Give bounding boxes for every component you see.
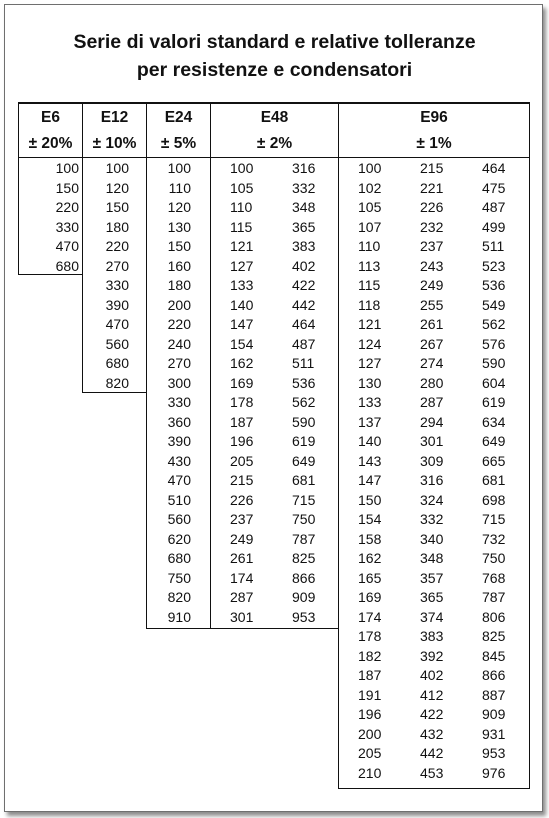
value-cell: 806 <box>482 608 506 625</box>
value-cell: 150 <box>55 179 79 196</box>
value-cell: 820 <box>105 374 129 391</box>
value-cell: 274 <box>420 355 444 371</box>
value-cell: 442 <box>292 296 316 313</box>
value-cell: 634 <box>482 413 506 430</box>
value-cell: 280 <box>420 374 444 391</box>
value-cell: 909 <box>482 706 506 722</box>
value-cell: 866 <box>292 569 316 586</box>
value-cell: 187 <box>230 413 254 430</box>
value-cell: 787 <box>482 589 506 605</box>
value-cell: 137 <box>358 413 382 430</box>
value-cell: 143 <box>358 452 382 469</box>
value-cell: 787 <box>292 530 316 547</box>
value-cell: 130 <box>358 374 382 391</box>
divider-e24-e48 <box>210 102 211 629</box>
value-cell: 210 <box>358 764 382 781</box>
value-cell: 133 <box>230 277 254 293</box>
value-cell: 680 <box>55 257 79 274</box>
value-cell: 180 <box>167 277 191 293</box>
value-cell: 383 <box>292 238 316 254</box>
value-cell: 887 <box>482 686 506 703</box>
value-cell: 549 <box>482 296 506 313</box>
value-cell: 121 <box>358 316 382 332</box>
value-cell: 118 <box>358 296 381 313</box>
value-cell: 270 <box>167 355 191 371</box>
value-cell: 402 <box>420 667 444 683</box>
value-cell: 422 <box>292 277 316 293</box>
value-cell: 715 <box>292 491 316 508</box>
title-line-1: Serie di valori standard e relative tolleranze <box>73 31 476 53</box>
value-cell: 590 <box>482 355 506 371</box>
divider-right <box>529 102 530 789</box>
value-cell: 300 <box>167 374 191 391</box>
value-cell: 249 <box>230 530 254 547</box>
value-cell: 165 <box>358 569 382 586</box>
value-cell: 330 <box>167 394 191 410</box>
value-cell: 140 <box>358 433 382 449</box>
value-cell: 154 <box>230 335 254 352</box>
value-cell: 237 <box>420 238 444 254</box>
value-cell: 510 <box>167 491 191 508</box>
header-e12-name: E12 <box>100 109 129 126</box>
value-cell: 953 <box>482 745 506 761</box>
value-cell: 100 <box>167 160 191 176</box>
value-cell: 487 <box>292 335 316 352</box>
value-cell: 750 <box>482 550 506 566</box>
value-cell: 562 <box>292 394 316 410</box>
value-cell: 120 <box>167 199 191 215</box>
value-cell: 200 <box>358 725 382 742</box>
value-cell: 169 <box>358 589 382 605</box>
value-cell: 215 <box>230 472 254 488</box>
value-cell: 237 <box>230 511 254 527</box>
value-cell: 953 <box>292 608 316 625</box>
header-e24-name: E24 <box>164 109 193 126</box>
value-cell: 102 <box>358 179 382 196</box>
value-cell: 470 <box>167 472 191 488</box>
value-cell: 316 <box>292 160 316 176</box>
value-cell: 301 <box>420 433 444 449</box>
value-cell: 820 <box>167 589 191 605</box>
value-cell: 226 <box>230 491 254 508</box>
value-cell: 698 <box>482 491 506 508</box>
value-cell: 330 <box>105 277 129 293</box>
value-cell: 768 <box>482 569 506 586</box>
value-cell: 464 <box>482 160 506 176</box>
value-cell: 115 <box>230 218 253 235</box>
value-cell: 422 <box>420 706 444 722</box>
value-cell: 475 <box>482 179 506 196</box>
value-cell: 590 <box>292 413 316 430</box>
value-cell: 113 <box>358 257 381 274</box>
value-cell: 348 <box>420 550 444 566</box>
value-cell: 187 <box>358 667 382 683</box>
value-cell: 412 <box>420 686 444 703</box>
value-cell: 680 <box>105 355 129 371</box>
value-cell: 487 <box>482 199 506 215</box>
value-cell: 750 <box>292 511 316 527</box>
value-cell: 649 <box>482 433 506 449</box>
value-cell: 178 <box>230 394 254 410</box>
value-cell: 287 <box>420 394 444 410</box>
value-cell: 390 <box>167 433 191 449</box>
value-cell: 383 <box>420 628 444 644</box>
value-cell: 681 <box>292 472 316 488</box>
divider-e12-e24 <box>146 102 147 629</box>
value-cell: 100 <box>358 160 382 176</box>
value-cell: 200 <box>167 296 191 313</box>
value-cell: 154 <box>358 511 382 527</box>
value-cell: 619 <box>482 394 506 410</box>
value-cell: 105 <box>358 199 382 215</box>
value-cell: 287 <box>230 589 254 605</box>
value-cell: 180 <box>105 218 129 235</box>
value-cell: 866 <box>482 667 506 683</box>
value-cell: 360 <box>167 413 191 430</box>
value-cell: 390 <box>105 296 129 313</box>
value-cell: 825 <box>292 550 316 566</box>
value-cell: 511 <box>292 355 315 371</box>
value-cell: 681 <box>482 472 506 488</box>
value-cell: 127 <box>230 257 254 274</box>
value-cell: 174 <box>358 608 382 625</box>
value-cell: 147 <box>230 316 254 332</box>
value-cell: 357 <box>420 569 444 586</box>
value-cell: 226 <box>420 199 444 215</box>
value-cell: 160 <box>167 257 191 274</box>
value-cell: 453 <box>420 764 444 781</box>
value-cell: 110 <box>358 238 381 254</box>
value-cell: 110 <box>230 199 253 215</box>
value-cell: 402 <box>292 257 316 274</box>
value-cell: 115 <box>358 277 381 293</box>
value-cell: 120 <box>105 179 129 196</box>
value-cell: 178 <box>358 628 382 644</box>
value-cell: 255 <box>420 296 444 313</box>
value-cell: 316 <box>420 472 444 488</box>
value-cell: 220 <box>167 316 191 332</box>
value-cell: 680 <box>167 550 191 566</box>
value-cell: 665 <box>482 452 506 469</box>
value-cell: 150 <box>105 199 129 215</box>
value-cell: 560 <box>167 511 191 527</box>
divider-e48-e96 <box>338 102 339 789</box>
value-cell: 169 <box>230 374 254 391</box>
value-cell: 158 <box>358 530 382 547</box>
value-cell: 240 <box>167 335 191 352</box>
value-cell: 620 <box>167 530 191 547</box>
value-cell: 100 <box>55 160 79 176</box>
e96-bottom-border <box>338 788 530 789</box>
value-cell: 332 <box>292 179 316 196</box>
value-cell: 649 <box>292 452 316 469</box>
value-cell: 196 <box>358 706 382 722</box>
value-cell: 150 <box>167 238 191 254</box>
value-cell: 124 <box>358 335 382 352</box>
value-cell: 110 <box>168 179 191 196</box>
table-top-border <box>18 102 530 104</box>
value-cell: 340 <box>420 530 444 547</box>
value-cell: 100 <box>230 160 254 176</box>
value-cell: 221 <box>420 179 444 196</box>
header-e96-tolerance: ± 1% <box>416 135 452 152</box>
value-cell: 619 <box>292 433 316 449</box>
value-cell: 511 <box>482 238 505 254</box>
value-cell: 232 <box>420 218 444 235</box>
value-cell: 365 <box>292 218 316 235</box>
value-cell: 107 <box>358 218 382 235</box>
value-cell: 100 <box>105 160 129 176</box>
value-cell: 715 <box>482 511 506 527</box>
header-e24-tolerance: ± 5% <box>160 135 197 152</box>
value-cell: 205 <box>230 452 254 469</box>
value-cell: 931 <box>482 725 506 742</box>
value-cell: 261 <box>420 316 444 332</box>
value-cell: 294 <box>420 413 444 430</box>
title-line-2: per resistenze e condensatori <box>136 59 413 81</box>
value-cell: 174 <box>230 569 254 586</box>
value-cell: 365 <box>420 589 444 605</box>
value-cell: 261 <box>230 550 254 566</box>
value-cell: 309 <box>420 452 444 469</box>
value-cell: 536 <box>482 277 506 293</box>
header-e48-tolerance: ± 2% <box>256 135 293 152</box>
divider-e6-e12 <box>82 102 83 393</box>
value-cell: 215 <box>420 160 444 176</box>
value-cell: 430 <box>167 452 191 469</box>
value-cell: 825 <box>482 628 506 644</box>
value-cell: 330 <box>55 218 79 235</box>
value-cell: 374 <box>420 608 444 625</box>
value-cell: 130 <box>167 218 191 235</box>
value-cell: 162 <box>358 550 382 566</box>
value-cell: 536 <box>292 374 316 391</box>
divider-left <box>18 102 19 275</box>
value-cell: 220 <box>105 238 129 254</box>
value-cell: 562 <box>482 316 506 332</box>
value-cell: 140 <box>230 296 254 313</box>
value-cell: 105 <box>230 179 254 196</box>
value-cell: 133 <box>358 394 382 410</box>
value-cell: 196 <box>230 433 254 449</box>
value-cell: 243 <box>420 257 444 274</box>
value-cell: 560 <box>105 335 129 352</box>
value-cell: 909 <box>292 589 316 605</box>
value-cell: 205 <box>358 745 382 761</box>
header-underline <box>18 157 530 158</box>
value-cell: 162 <box>230 355 254 371</box>
page-title <box>0 28 549 84</box>
value-cell: 191 <box>358 686 382 703</box>
value-cell: 576 <box>482 335 506 352</box>
value-cell: 732 <box>482 530 506 547</box>
value-cell: 442 <box>420 745 444 761</box>
value-cell: 523 <box>482 257 506 274</box>
header-e6-tolerance: ± 20% <box>28 135 73 152</box>
value-cell: 976 <box>482 764 506 781</box>
value-cell: 432 <box>420 725 444 742</box>
value-cell: 392 <box>420 647 444 664</box>
value-cell: 324 <box>420 491 444 508</box>
value-cell: 301 <box>230 608 254 625</box>
value-cell: 470 <box>55 238 79 254</box>
value-cell: 348 <box>292 199 316 215</box>
value-cell: 750 <box>167 569 191 586</box>
e24-e48-bottom-border <box>146 628 339 629</box>
value-cell: 470 <box>105 316 129 332</box>
value-cell: 182 <box>358 647 382 664</box>
value-cell: 910 <box>167 608 191 625</box>
value-cell: 147 <box>358 472 382 488</box>
header-e96-name: E96 <box>420 109 448 126</box>
header-e12-tolerance: ± 10% <box>92 135 137 152</box>
value-cell: 464 <box>292 316 316 332</box>
value-cell: 604 <box>482 374 506 391</box>
header-e6-name: E6 <box>41 109 60 126</box>
value-cell: 270 <box>105 257 129 274</box>
value-cell: 220 <box>55 199 79 215</box>
header-e48-name: E48 <box>260 109 289 126</box>
value-cell: 121 <box>230 238 254 254</box>
value-cell: 845 <box>482 647 506 664</box>
value-cell: 249 <box>420 277 444 293</box>
value-cell: 267 <box>420 335 444 352</box>
value-cell: 127 <box>358 355 382 371</box>
value-cell: 150 <box>358 491 382 508</box>
value-cell: 499 <box>482 218 506 235</box>
value-cell: 332 <box>420 511 444 527</box>
